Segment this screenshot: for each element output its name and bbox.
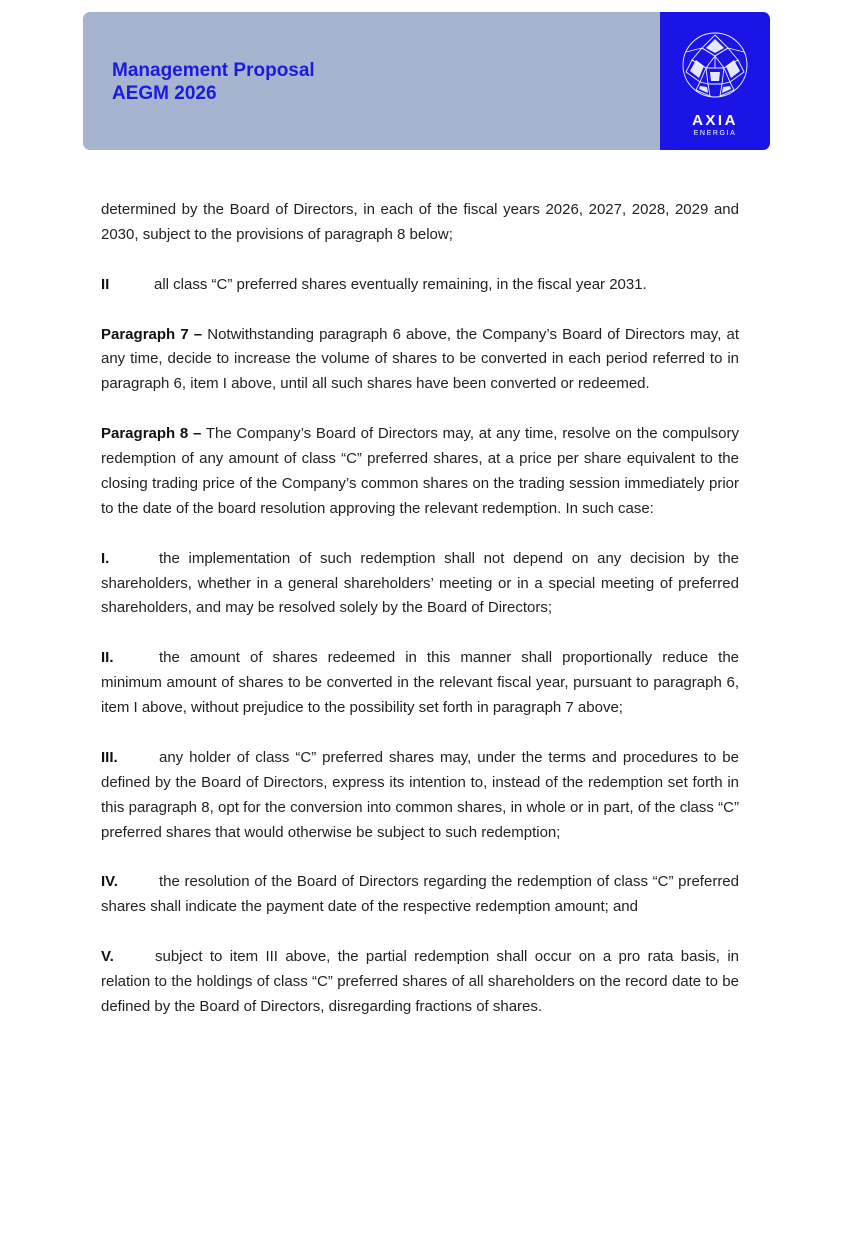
document-title-line1: Management Proposal — [112, 60, 315, 81]
list-item — [101, 273, 739, 298]
document-body — [101, 198, 739, 1045]
header-banner — [83, 12, 663, 150]
paragraph-8 — [101, 422, 739, 522]
item-number: IV. — [101, 873, 118, 891]
paragraph-heading: Paragraph 8 – — [101, 425, 202, 443]
list-item — [101, 870, 739, 920]
paragraph-text: Notwithstanding paragraph 6 above, the Company’s Board of Directors may, at any time, decide to increase the volume of shares to be converted in each period referred to in paragraph 6, item I above, until all such shares have been converted or redeemed. — [101, 325, 739, 393]
document-title-line2: AEGM 2026 — [112, 83, 217, 104]
item-number: I. — [101, 549, 110, 567]
list-item — [101, 746, 739, 846]
document-title — [112, 59, 315, 105]
logo-subtitle: ENERGIA — [693, 130, 737, 137]
item-text: subject to item III above, the partial redemption shall occur on a pro rata basis, in relation to the holdings of class “C” preferred shares of all shareholders on the record date to be defined by the Board of Directors, disregarding fractions of shares. — [101, 948, 739, 1015]
globe-icon — [680, 30, 750, 100]
item-text: all class “C” preferred shares eventually remaining, in the fiscal year 2031. — [154, 275, 647, 293]
paragraph-heading: Paragraph 7 – — [101, 325, 203, 343]
list-item — [101, 646, 739, 721]
item-text: the resolution of the Board of Directors regarding the redemption of class “C” preferred shares shall indicate the payment date of the respective redemption amount; and — [101, 873, 739, 916]
logo-wordmark: AXIA — [692, 112, 738, 129]
item-text: the amount of shares redeemed in this manner shall proportionally reduce the minimum amount of shares to be converted in the relevant fiscal year, pursuant to paragraph 6, item I above, without prejudice to the possibility set forth in paragraph 7 above; — [101, 649, 739, 717]
list-item — [101, 945, 739, 1020]
paragraph-text: The Company’s Board of Directors may, at any time, resolve on the compulsory redemption of any amount of class “C” preferred shares, at a price per share equivalent to the closing trading price of the Company’s common shares on the trading session immediately prior to the date of the board resolution approving the relevant redemption. In such case: — [101, 425, 739, 517]
item-number: V. — [101, 948, 114, 966]
continued-paragraph: determined by the Board of Directors, in each of the fiscal years 2026, 2027, 2028, 2029 and 2030, subject to the provisions of paragraph 8 below; — [101, 201, 739, 243]
list-item — [101, 547, 739, 622]
item-number: II — [101, 275, 110, 293]
item-number: III. — [101, 748, 118, 766]
paragraph-7 — [101, 323, 739, 398]
company-logo — [660, 12, 770, 150]
item-number: II. — [101, 649, 114, 667]
item-text: any holder of class “C” preferred shares may, under the terms and procedures to be defined by the Board of Directors, express its intention to, instead of the redemption set forth in this paragraph 8, opt for the conversion into common shares, in whole or in part, of the class “C” preferred shares that would otherwise be subject to such redemption; — [101, 748, 739, 841]
item-text: the implementation of such redemption shall not depend on any decision by the shareholders, whether in a general shareholders’ meeting or in a special meeting of preferred shareholders, and may be resolved solely by the Board of Directors; — [101, 549, 739, 617]
